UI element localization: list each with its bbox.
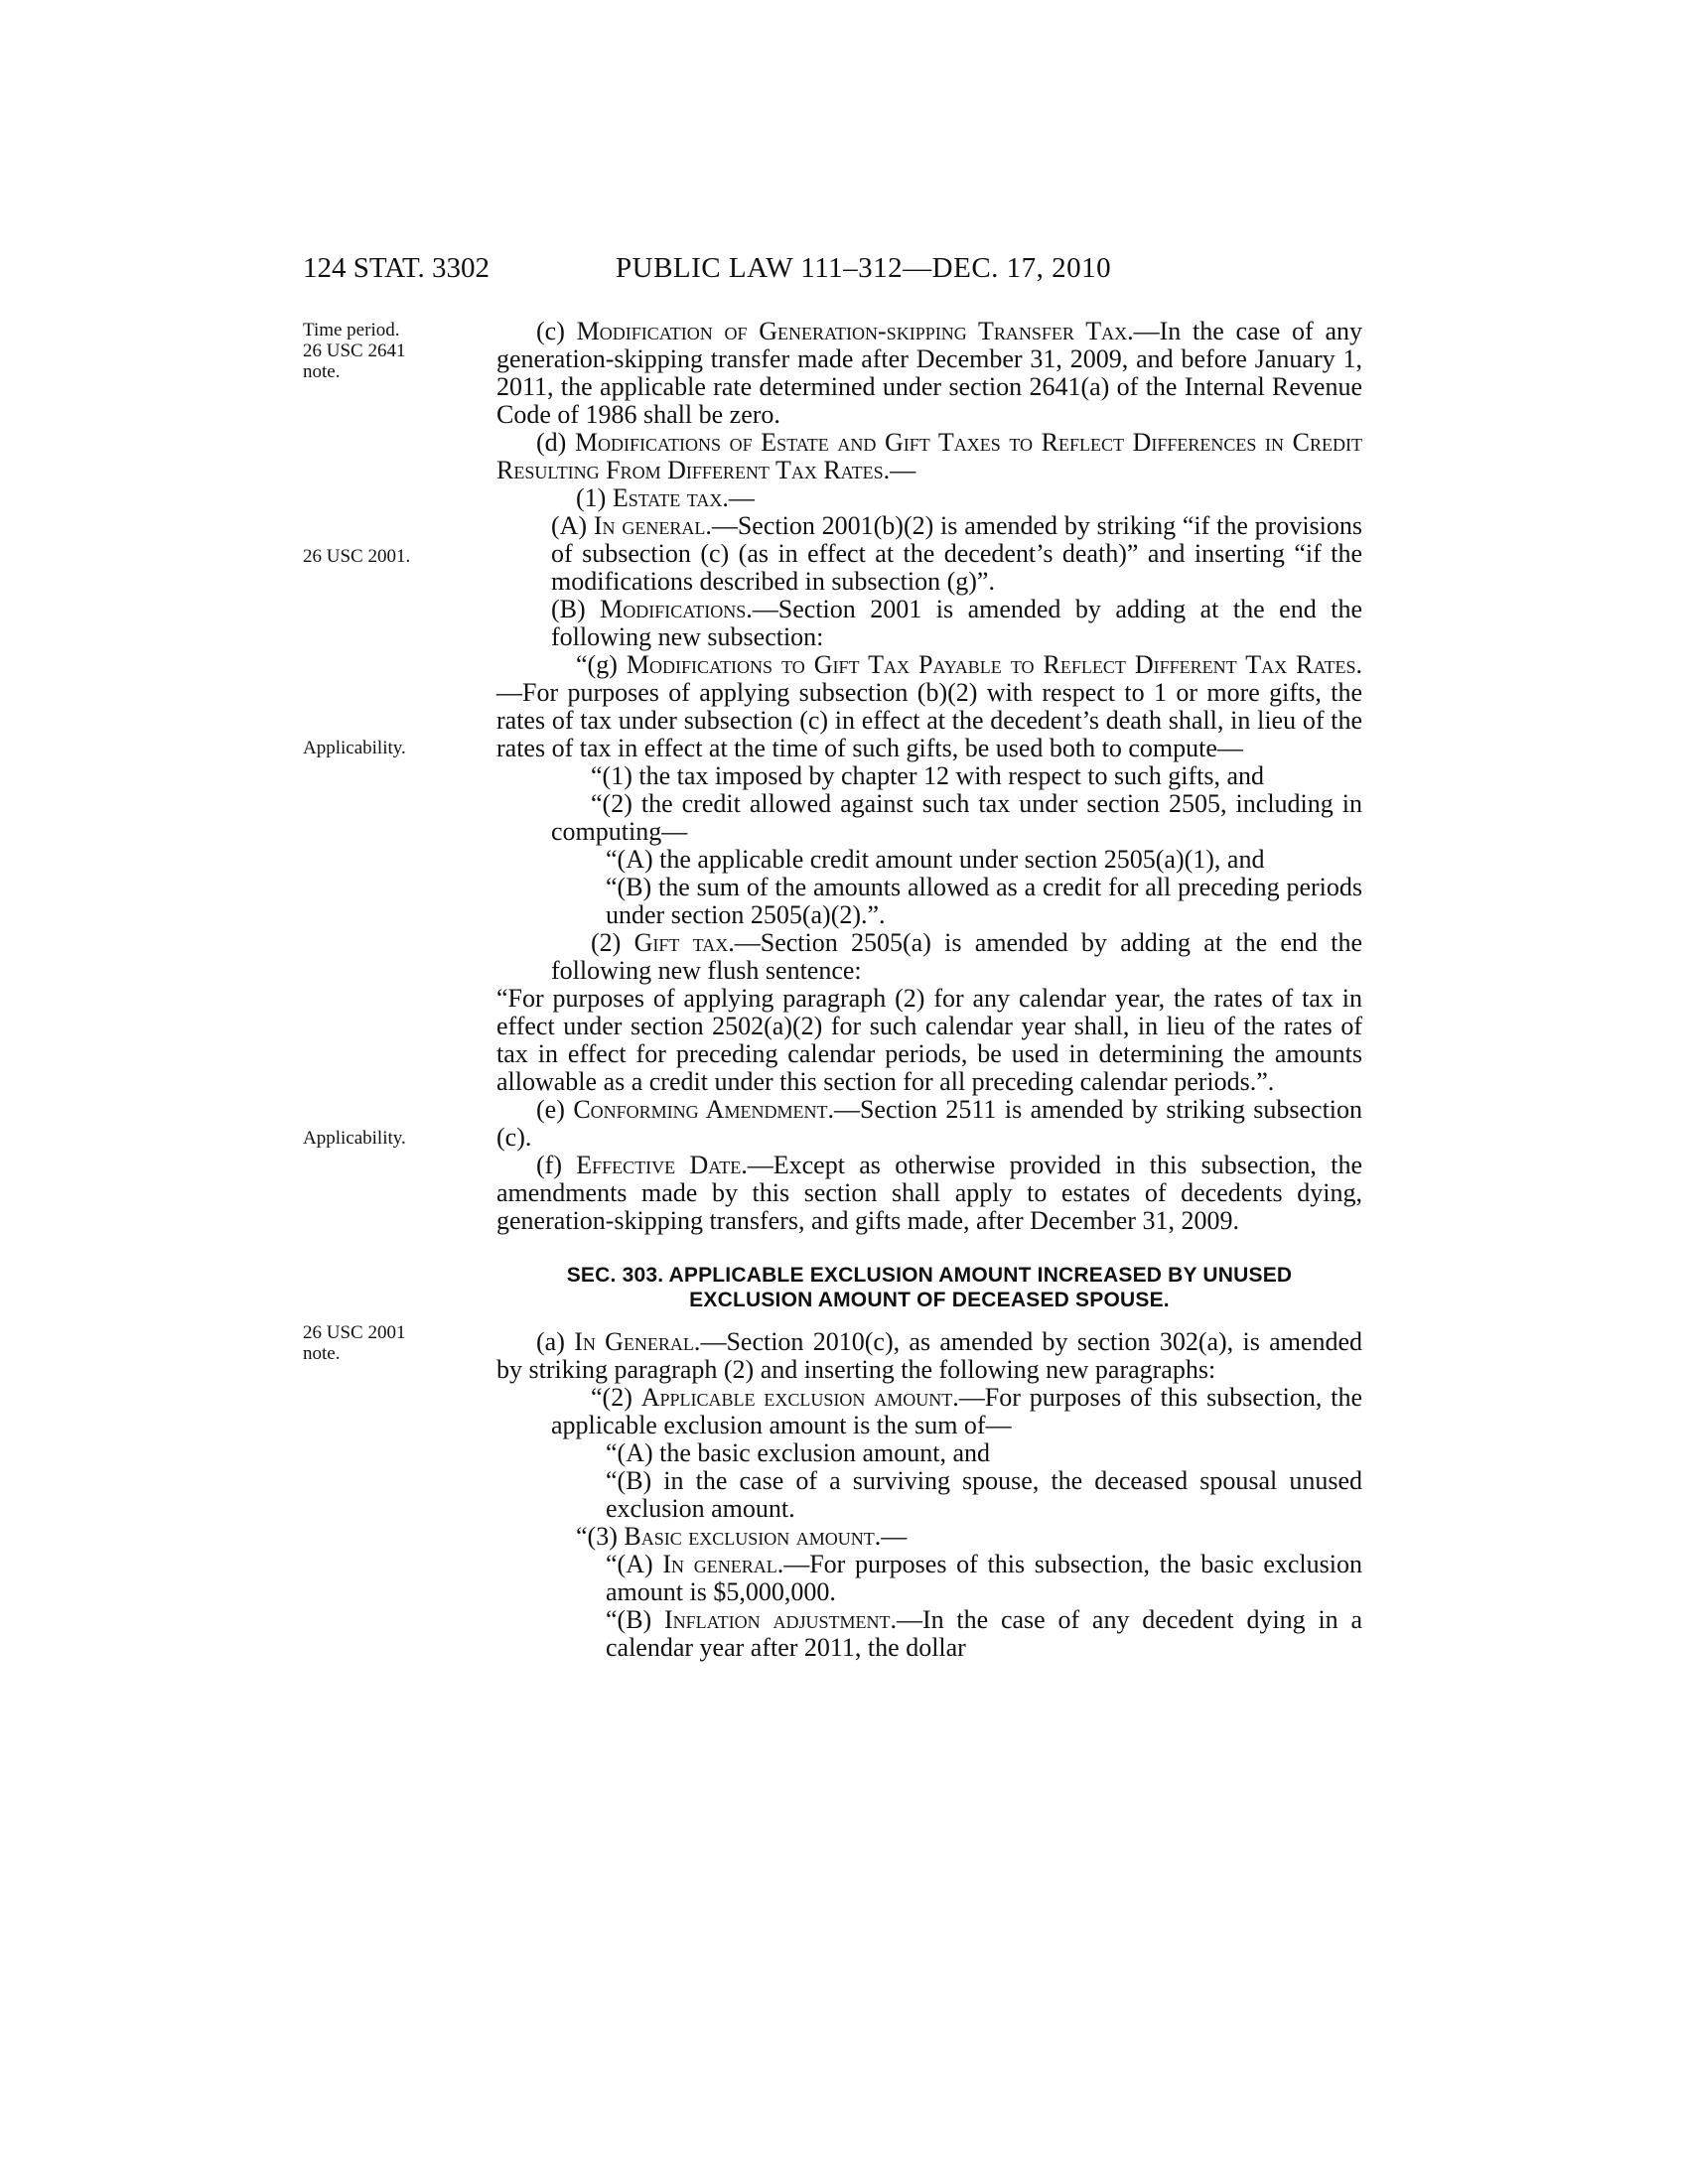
- margin-note-applicability-2: Applicability.: [303, 1128, 406, 1149]
- subsection-number: (f): [536, 1151, 577, 1179]
- subsection-number: (e): [536, 1095, 574, 1124]
- subparagraph-heading: Inflation adjustment.: [664, 1605, 897, 1634]
- margin-note-time-period: [303, 320, 432, 382]
- subparagraph-number: “(A): [606, 1550, 663, 1578]
- paragraph-number: (1): [576, 483, 613, 512]
- subsection-heading: Modifications of Estate and Gift Taxes to Reflect Differences in Credit Resulting From Different Tax Rates.: [496, 428, 1362, 484]
- paragraph-text: —Section 2505(a) is amended by adding at the end the following new flush sentence:: [551, 928, 1362, 985]
- subparagraph-text: —For purposes of this subsection, the basic exclusion amount is $5,000,000.: [606, 1550, 1362, 1606]
- stat-page-number: 124 STAT. 3302: [303, 252, 491, 284]
- subsection-heading: Conforming Amendment.: [573, 1095, 834, 1124]
- margin-note-line: Time period.: [303, 320, 400, 341]
- paragraph-text: —For purposes of this subsection, the applicable exclusion amount is the sum of—: [551, 1383, 1363, 1439]
- subparagraph-number: “(B): [606, 1605, 664, 1634]
- paragraph-d2: [496, 929, 1362, 985]
- subsection-text: —Section 2511 is amended by striking subsection (c).: [496, 1095, 1363, 1152]
- section-303-heading: [496, 1263, 1362, 1312]
- subsection-d: [496, 429, 1362, 484]
- subparagraph-heading: In general.: [662, 1550, 784, 1578]
- document-body: [496, 318, 1362, 1662]
- margin-note-usc-2001: 26 USC 2001.: [303, 546, 411, 567]
- paragraph-number: (2): [591, 928, 634, 957]
- subsection-g: [496, 651, 1362, 762]
- subparagraph-d1b: [496, 596, 1362, 651]
- subsection-text: —In the case of any generation-skipping transfer made after December 31, 2009, and before January 1, 2011, the applicable rate determined under section 2641(a) of the Internal Revenue Code of 1986 shall be zero.: [496, 317, 1363, 429]
- subsection-text: —Except as otherwise provided in this subsection, the amendments made by this section shall apply to estates of decedents dying, generation-skipping transfers, and gifts made, after December 31, 2009.: [496, 1151, 1362, 1235]
- paragraph-g1: “(1) the tax imposed by chapter 12 with respect to such gifts, and: [591, 761, 1264, 790]
- margin-note-line: note.: [303, 1343, 341, 1364]
- margin-note-line: note.: [303, 361, 341, 382]
- subparagraph-text: —Section 2001(b)(2) is amended by striking “if the provisions of subsection (c) (as in effect at the decedent’s death)” and inserting “if the modifications described in subsection (g)”.: [551, 511, 1362, 596]
- public-law-title: PUBLIC LAW 111–312—DEC. 17, 2010: [616, 252, 1112, 284]
- subparagraph-g2a: “(A) the applicable credit amount under section 2505(a)(1), and: [606, 845, 1265, 874]
- subsection-e: [496, 1096, 1362, 1152]
- paragraph-heading: Estate tax.: [612, 483, 729, 512]
- subsection-heading: Modification of Generation-skipping Transfer Tax.: [576, 317, 1134, 345]
- subsection-heading: Modifications to Gift Tax Payable to Reflect Different Tax Rates.: [626, 650, 1362, 679]
- margin-note-applicability-1: Applicability.: [303, 738, 406, 758]
- section-heading-line: EXCLUSION AMOUNT OF DECEASED SPOUSE.: [689, 1289, 1170, 1311]
- paragraph-3: [496, 1523, 1362, 1551]
- paragraph-number: “(2): [591, 1383, 641, 1412]
- paragraph-heading: Gift tax.: [633, 928, 735, 957]
- paragraph-text: —: [881, 1522, 908, 1551]
- subparagraph-heading: In general.: [593, 511, 712, 540]
- subsection-heading: In General.: [574, 1327, 701, 1356]
- subsection-heading: Effective Date.: [576, 1151, 748, 1179]
- paragraph-heading: Basic exclusion amount.: [624, 1522, 882, 1551]
- paragraph-g2: “(2) the credit allowed against such tax under section 2505, including in computing—: [551, 789, 1362, 846]
- flush-sentence: “For purposes of applying paragraph (2) for any calendar year, the rates of tax in effect under section 2502(a)(2) for such calendar year shall, in lieu of the rates of tax in effect for preceding calendar periods, be used in determining the amounts allowable as a credit under this section for all preceding calendar periods.”.: [496, 984, 1362, 1096]
- subsection-number: “(g): [576, 650, 627, 679]
- subparagraph-2b: “(B) in the case of a surviving spouse, the deceased spousal unused exclusion amount.: [606, 1466, 1362, 1523]
- subparagraph-3a: [496, 1551, 1362, 1606]
- subparagraph-heading: Modifications.: [600, 595, 753, 623]
- subparagraph-d1a: [496, 512, 1362, 596]
- margin-note-line: 26 USC 2001: [303, 1322, 406, 1343]
- subparagraph-text: —Section 2001 is amended by adding at the end the following new subsection:: [551, 595, 1362, 651]
- subsection-text: —: [890, 456, 916, 484]
- paragraph-number: “(3): [576, 1522, 625, 1551]
- subsection-c: [496, 318, 1362, 429]
- paragraph-d1: [496, 484, 1362, 512]
- subparagraph-g2b: “(B) the sum of the amounts allowed as a credit for all preceding periods under section 2505(a)(2).”.: [606, 873, 1362, 929]
- subparagraph-text: —In the case of any decedent dying in a calendar year after 2011, the dollar: [606, 1605, 1363, 1662]
- paragraph-heading: Applicable exclusion amount.: [640, 1383, 959, 1412]
- subsection-number: (a): [536, 1327, 575, 1356]
- subsection-number: (c): [536, 317, 577, 345]
- margin-note-line: 26 USC 2641: [303, 341, 406, 361]
- subparagraph-3b: [496, 1606, 1362, 1662]
- subsection-a: [496, 1328, 1362, 1384]
- subsection-text: —For purposes of applying subsection (b)(2) with respect to 1 or more gifts, the rates of tax under subsection (c) in effect at the decedent’s death shall, in lieu of the rates of tax in effect at the time of such gifts, be used both to compute—: [496, 678, 1362, 762]
- paragraph-text: —: [728, 483, 755, 512]
- subparagraph-number: (B): [551, 595, 601, 623]
- paragraph-2: [496, 1384, 1362, 1439]
- subparagraph-number: (A): [551, 511, 594, 540]
- subsection-f: [496, 1152, 1362, 1235]
- page-header: [303, 248, 1380, 288]
- section-heading-line: SEC. 303. APPLICABLE EXCLUSION AMOUNT INCREASED BY UNUSED: [566, 1264, 1293, 1287]
- margin-note-usc-2001-note: [303, 1322, 432, 1364]
- subparagraph-2a: “(A) the basic exclusion amount, and: [606, 1438, 990, 1467]
- subsection-text: —Section 2010(c), as amended by section 302(a), is amended by striking paragraph (2) and inserting the following new paragraphs:: [496, 1327, 1362, 1384]
- subsection-number: (d): [536, 428, 575, 457]
